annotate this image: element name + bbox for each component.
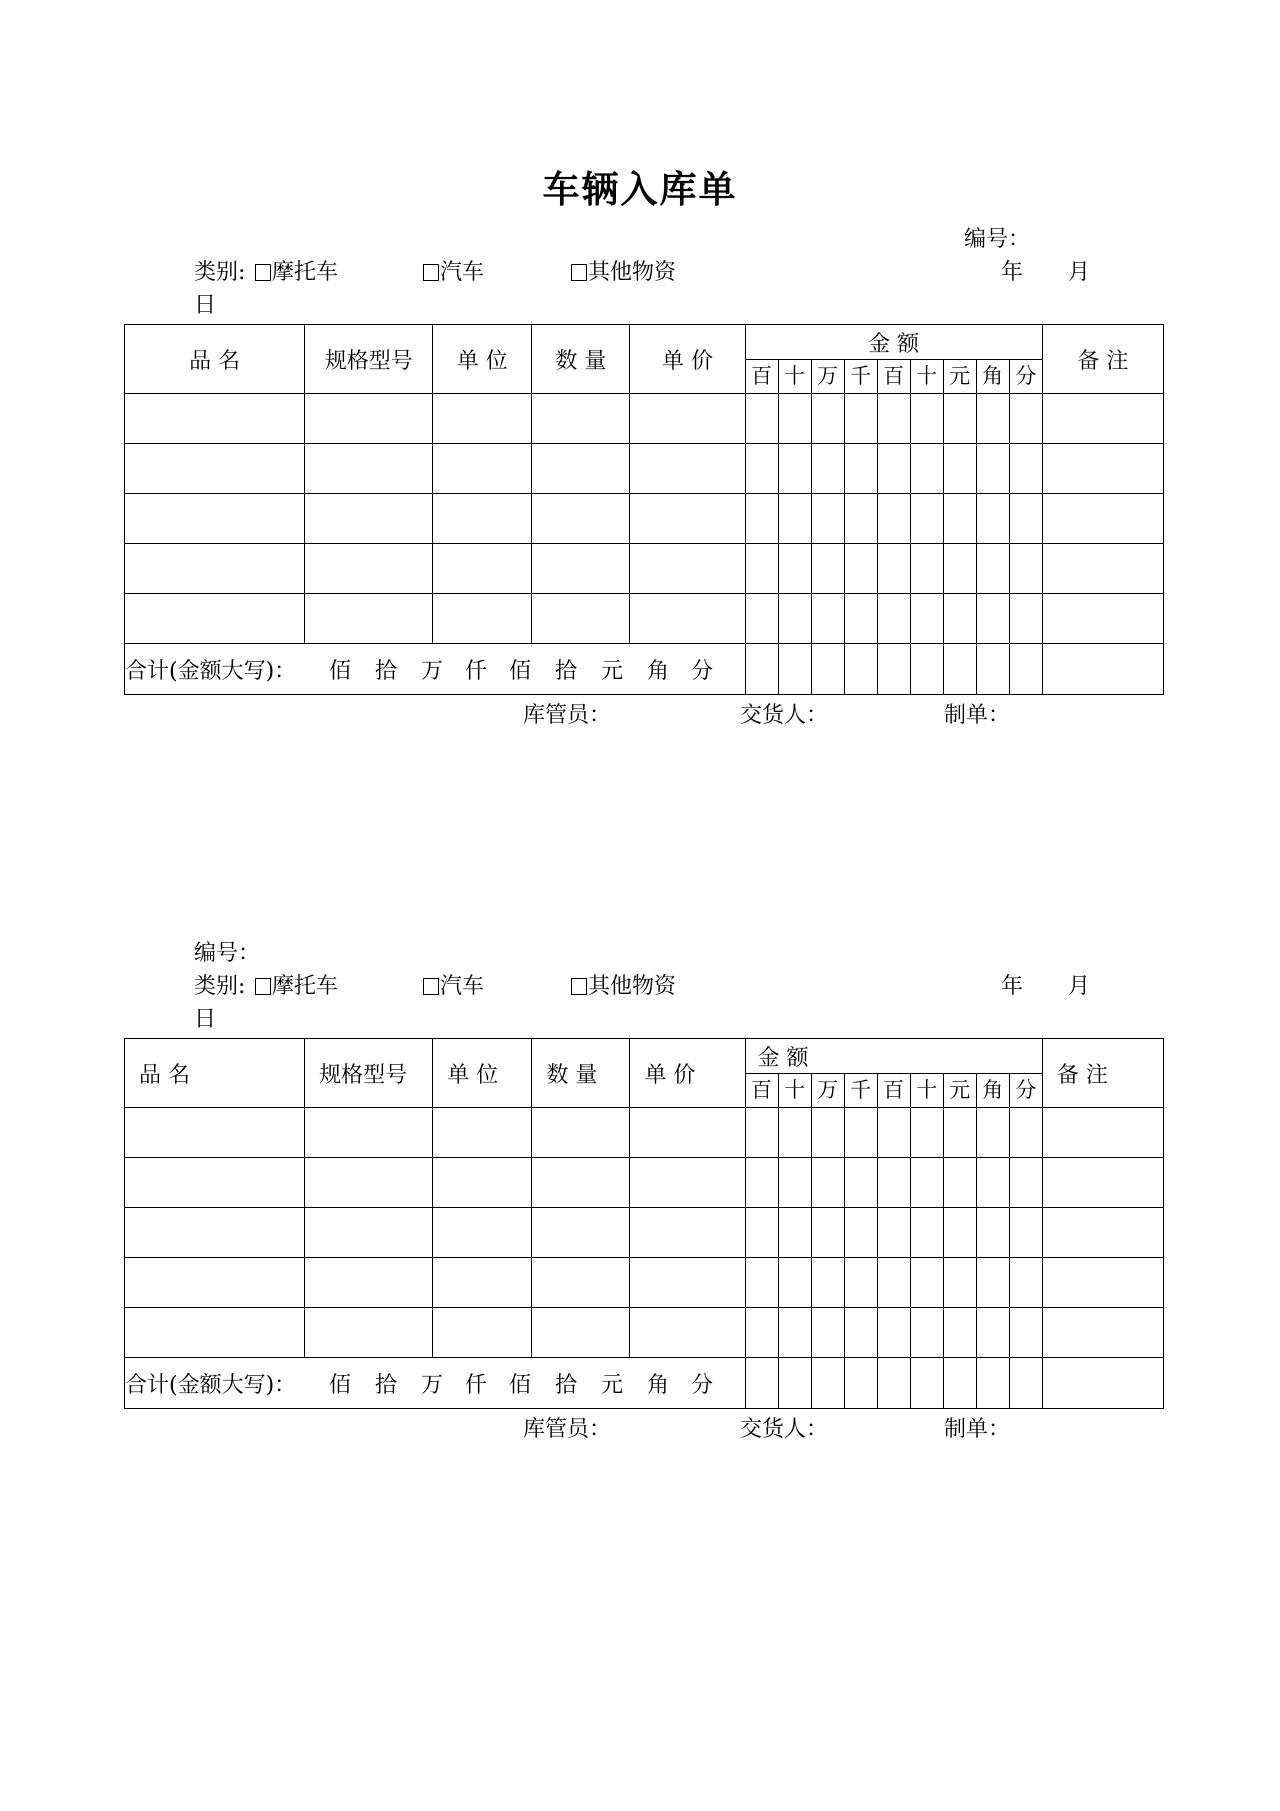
table-row — [125, 394, 1164, 444]
form2-number-label: 编号： — [194, 941, 261, 966]
form2-preparer-label: 制单： — [944, 1417, 1011, 1442]
header-spec-model: 规格型号 — [305, 325, 433, 394]
amount-digit-header: 十 — [910, 360, 943, 394]
header-quantity: 数 量 — [532, 325, 630, 394]
amount-digit-header: 元 — [943, 1074, 976, 1108]
amount-digit-header: 千 — [844, 360, 877, 394]
total-row — [125, 644, 1164, 695]
header-remarks: 备 注 — [1042, 1039, 1163, 1108]
form2-category-label: 类别: — [194, 974, 246, 999]
form1-year-label: 年 — [1001, 260, 1024, 285]
form1-preparer-label: 制单： — [944, 703, 1011, 728]
amount-digit-header: 百 — [745, 360, 778, 394]
table-row — [125, 1308, 1164, 1358]
header-quantity: 数 量 — [532, 1039, 630, 1108]
amount-digit-header: 万 — [811, 1074, 844, 1108]
header-amount: 金 额 — [745, 1039, 1042, 1074]
checkbox-icon[interactable] — [423, 978, 439, 995]
amount-digit-header: 十 — [910, 1074, 943, 1108]
total-amount-words: 合计(金额大写)： 佰 拾 万 仟 佰 拾 元 角 分 — [125, 1358, 746, 1409]
header-product-name: 品 名 — [125, 1039, 305, 1108]
header-unit-price: 单 价 — [630, 1039, 745, 1108]
amount-digit-header: 角 — [976, 360, 1009, 394]
amount-digit-header: 十 — [778, 360, 811, 394]
header-unit: 单 位 — [433, 325, 532, 394]
amount-digit-header: 百 — [745, 1074, 778, 1108]
amount-digit-header: 分 — [1009, 360, 1042, 394]
checkbox-icon[interactable] — [571, 264, 587, 281]
form2-option-car[interactable]: 汽车 — [423, 974, 484, 1000]
header-unit: 单 位 — [433, 1039, 532, 1108]
form1-option-other[interactable]: 其他物资 — [571, 260, 676, 286]
amount-digit-header: 分 — [1009, 1074, 1042, 1108]
form1-number-label: 编号： — [964, 227, 1031, 252]
total-amount-words: 合计(金额大写)： 佰 拾 万 仟 佰 拾 元 角 分 — [125, 644, 746, 695]
table-row — [125, 594, 1164, 644]
form1-month-label: 月 — [1068, 260, 1091, 285]
form1-option-motorcycle[interactable]: 摩托车 — [255, 260, 338, 286]
table-row — [125, 1258, 1164, 1308]
checkbox-icon[interactable] — [255, 978, 271, 995]
page-title: 车辆入库单 — [542, 168, 738, 211]
total-row — [125, 1358, 1164, 1409]
checkbox-icon[interactable] — [255, 264, 271, 281]
form1-option-car[interactable]: 汽车 — [423, 260, 484, 286]
form1-day-label: 日 — [194, 293, 217, 318]
form2-month-label: 月 — [1068, 974, 1091, 999]
form2-warehouse-keeper-label: 库管员： — [523, 1417, 612, 1442]
total-label: 合计(金额大写)： — [125, 658, 297, 684]
amount-digit-header: 角 — [976, 1074, 1009, 1108]
amount-digit-header: 百 — [877, 360, 910, 394]
header-product-name: 品 名 — [125, 325, 305, 394]
form2-option-other[interactable]: 其他物资 — [571, 974, 676, 1000]
amount-digit-header: 千 — [844, 1074, 877, 1108]
amount-digit-header: 万 — [811, 360, 844, 394]
table-row — [125, 1208, 1164, 1258]
checkbox-icon[interactable] — [571, 978, 587, 995]
header-amount: 金 额 — [745, 325, 1042, 360]
total-label: 合计(金额大写)： — [125, 1372, 297, 1398]
table-row — [125, 1158, 1164, 1208]
form2-deliverer-label: 交货人： — [740, 1417, 829, 1442]
header-spec-model: 规格型号 — [305, 1039, 433, 1108]
header-unit-price: 单 价 — [630, 325, 745, 394]
form2-day-label: 日 — [194, 1007, 217, 1032]
table-row — [125, 1108, 1164, 1158]
table-row — [125, 444, 1164, 494]
form2-year-label: 年 — [1001, 974, 1024, 999]
amount-digit-header: 百 — [877, 1074, 910, 1108]
checkbox-icon[interactable] — [423, 264, 439, 281]
table-row — [125, 494, 1164, 544]
amount-digit-header: 十 — [778, 1074, 811, 1108]
header-remarks: 备 注 — [1042, 325, 1163, 394]
form2-table — [124, 1038, 1164, 1409]
table-row — [125, 544, 1164, 594]
form1-table — [124, 324, 1164, 695]
form1-deliverer-label: 交货人： — [740, 703, 829, 728]
form2-option-motorcycle[interactable]: 摩托车 — [255, 974, 338, 1000]
form1-category-label: 类别: — [194, 260, 246, 285]
form1-warehouse-keeper-label: 库管员： — [523, 703, 612, 728]
amount-digit-header: 元 — [943, 360, 976, 394]
